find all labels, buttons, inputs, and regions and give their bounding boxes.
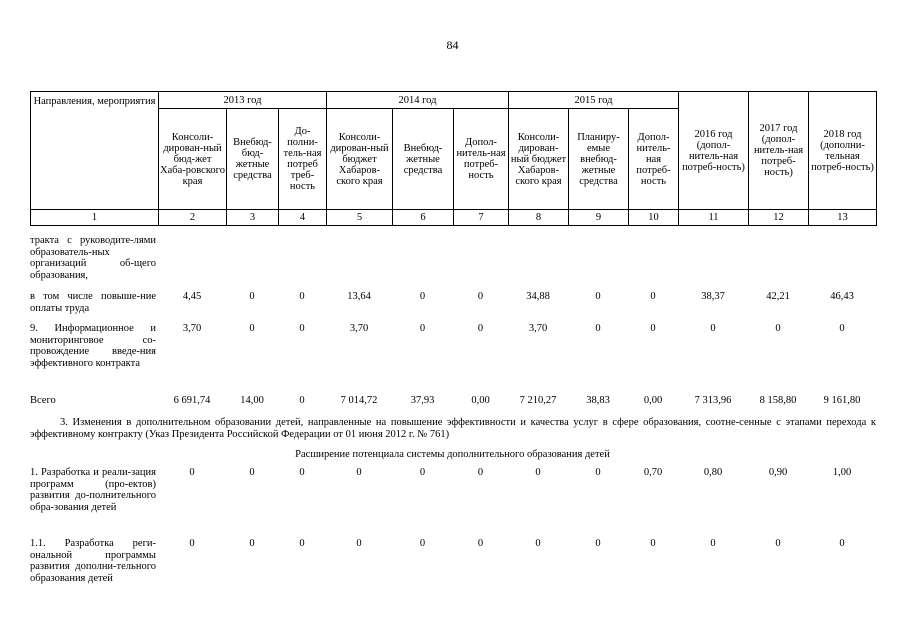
col-number: 3 — [227, 210, 279, 226]
cell: 0 — [299, 395, 305, 406]
col-number: 2 — [159, 210, 227, 226]
cell: 7 210,27 — [519, 395, 557, 406]
header-col-10: Допол-нитель-ная потреб-ность — [629, 109, 679, 210]
cell: 46,43 — [830, 291, 854, 302]
cell: 0 — [477, 538, 484, 549]
cell: 37,93 — [410, 395, 435, 406]
col-number: 12 — [749, 210, 809, 226]
cell: 0 — [249, 323, 255, 334]
cell: 0 — [189, 467, 195, 478]
row-label: в том числе повыше-ние оплаты труда — [30, 291, 156, 314]
cell: 0 — [477, 291, 484, 302]
cell: 0 — [595, 323, 601, 334]
cell: 0 — [419, 323, 426, 334]
cell: 0 — [356, 538, 362, 549]
cell: 0 — [477, 467, 484, 478]
cell: 0 — [249, 291, 255, 302]
header-year-2014: 2014 год — [327, 92, 509, 109]
cell: 0,90 — [768, 467, 788, 478]
col-number: 5 — [327, 210, 393, 226]
cell: 8 158,80 — [759, 395, 797, 406]
col-number: 11 — [679, 210, 749, 226]
cell: 0,00 — [643, 395, 663, 406]
cell: 14,00 — [240, 395, 264, 406]
col-number: 1 — [31, 210, 159, 226]
cell: 3,70 — [349, 323, 369, 334]
cell: 0 — [299, 323, 305, 334]
header-col-7: Допол-нитель-ная потреб-ность — [454, 109, 509, 210]
cell: 3,70 — [182, 323, 202, 334]
col-number: 13 — [809, 210, 877, 226]
cell: 9 161,80 — [823, 395, 861, 406]
cell: 13,64 — [347, 291, 371, 302]
cell: 0 — [710, 538, 716, 549]
cell: 7 014,72 — [340, 395, 378, 406]
section-subheading: Расширение потенциала системы дополнительного образования детей — [295, 449, 610, 460]
cell: 0 — [775, 538, 781, 549]
cell: 4,45 — [182, 291, 202, 302]
cell: 0,70 — [643, 467, 663, 478]
col-number: 9 — [569, 210, 629, 226]
table-header — [30, 91, 877, 226]
cell: 0 — [299, 467, 305, 478]
section-paragraph: 3. Изменения в дополнительном образовании детей, направленные на повышение эффективности и качества услуг в сфере образования, соотне-сенные с этапами перехода к эффективному контракту (Указ Президента Российской Федерации от 01 июня 2012 г. № 761) — [30, 417, 876, 440]
cell: 0 — [595, 291, 601, 302]
cell: 0 — [650, 291, 656, 302]
cell: 0 — [189, 538, 195, 549]
cell: 0 — [710, 323, 716, 334]
row-label: 1.1. Разработка реги-ональной программы развития дополни-тельного образования детей — [30, 538, 156, 584]
row-label: 9. Информационное и мониторинговое со-провождение введе-ния эффективного контракта — [30, 323, 156, 369]
cell: 0 — [249, 538, 255, 549]
cell: 0 — [839, 538, 845, 549]
cell: 6 691,74 — [173, 395, 211, 406]
cell: 34,88 — [526, 291, 550, 302]
cell: 0 — [477, 323, 484, 334]
cell: 0 — [356, 467, 362, 478]
cell: 42,21 — [766, 291, 790, 302]
cell: 0,00 — [471, 395, 490, 406]
cell: 0 — [249, 467, 255, 478]
cell: 7 313,96 — [694, 395, 732, 406]
cell: 0,80 — [703, 467, 723, 478]
header-col-3: Внебюд-бюд-жетные средства — [227, 109, 279, 210]
row-label: 1. Разработка и реали-зация программ (про-ектов) развития до-полнительного обра-зования детей — [30, 467, 156, 513]
cell: 3,70 — [528, 323, 548, 334]
header-col-4: До-полни-тель-ная потреб треб-ность — [279, 109, 327, 210]
cell: 0 — [299, 291, 305, 302]
cell: 0 — [419, 467, 426, 478]
header-col-5: Консоли-дирован-ный бюджет Хабаров-ского края — [327, 109, 393, 210]
header-directions: Направления, мероприятия — [31, 92, 159, 210]
row-label: тракта с руководите-лями образователь-ных организаций об-щего образования, — [30, 235, 156, 281]
cell: 0 — [299, 538, 305, 549]
header-col-2: Консоли-дирован-ный бюд-жет Хаба-ровского края — [159, 109, 227, 210]
cell: 38,83 — [586, 395, 610, 406]
page-number: 84 — [446, 38, 459, 52]
cell: 0 — [535, 538, 541, 549]
cell: 0 — [535, 467, 541, 478]
cell: 0 — [650, 323, 656, 334]
col-number: 8 — [509, 210, 569, 226]
col-number: 7 — [454, 210, 509, 226]
cell: 0 — [595, 467, 601, 478]
cell: 0 — [419, 538, 426, 549]
cell: 0 — [839, 323, 845, 334]
header-2018: 2018 год (дополни-тельная потреб-ность) — [809, 92, 877, 210]
col-number: 6 — [393, 210, 454, 226]
header-2017: 2017 год (допол-нитель-ная потреб-ность) — [749, 92, 809, 210]
header-2016: 2016 год (допол-нитель-ная потреб-ность) — [679, 92, 749, 210]
header-year-2013: 2013 год — [159, 92, 327, 109]
cell: 0 — [419, 291, 426, 302]
header-col-6: Внебюд-жетные средства — [393, 109, 454, 210]
header-col-8: Консоли-дирован-ный бюджет Хабаров-ского края — [509, 109, 569, 210]
cell: 38,37 — [701, 291, 725, 302]
cell: 0 — [595, 538, 601, 549]
col-number: 4 — [279, 210, 327, 226]
header-year-2015: 2015 год — [509, 92, 679, 109]
header-col-9: Планиру-емые внебюд-жетные средства — [569, 109, 629, 210]
col-number: 10 — [629, 210, 679, 226]
row-label: Всего — [30, 395, 56, 406]
cell: 0 — [775, 323, 781, 334]
cell: 1,00 — [832, 467, 852, 478]
cell: 0 — [650, 538, 656, 549]
